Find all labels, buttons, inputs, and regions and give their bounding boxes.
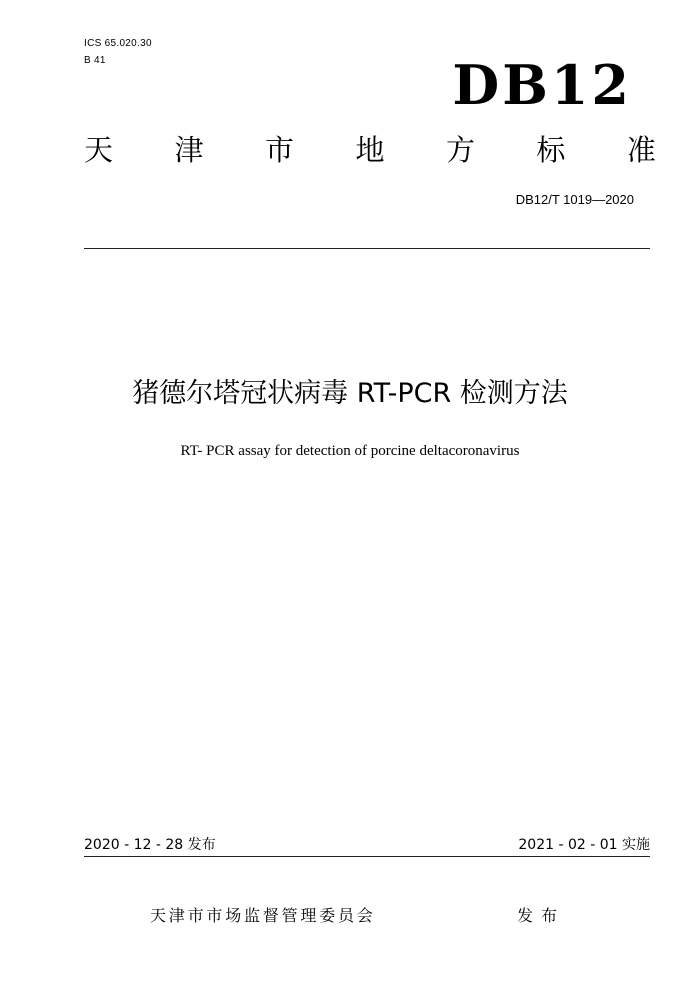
- ccs-code: B 41: [84, 55, 106, 66]
- standard-brand-logo: DB12: [452, 53, 632, 117]
- standard-type-char: 天: [84, 133, 114, 167]
- standard-type-char: 津: [174, 133, 204, 167]
- standard-type-heading: [84, 133, 656, 167]
- ics-code: ICS 65.020.30: [84, 38, 152, 49]
- standard-type-char: 市: [264, 133, 294, 167]
- standard-type-char: 准: [626, 133, 656, 167]
- implementation-date: 2021 - 02 - 01 实施: [518, 837, 650, 853]
- issue-label: 发布: [517, 906, 566, 925]
- standard-type-char: 标: [536, 133, 566, 167]
- issuing-authority: 天津市市场监督管理委员会: [150, 906, 376, 925]
- footer-divider: [84, 856, 650, 857]
- issue-date: 2020 - 12 - 28 发布: [84, 837, 216, 853]
- standard-type-char: 地: [355, 133, 385, 167]
- document-title-english: RT- PCR assay for detection of porcine deltacoronavirus: [180, 443, 520, 459]
- document-title-chinese: 猪德尔塔冠状病毒 RT-PCR 检测方法: [132, 378, 568, 409]
- standard-type-char: 方: [445, 133, 475, 167]
- standard-number: DB12/T 1019—2020: [515, 192, 634, 207]
- header-divider: [84, 248, 650, 249]
